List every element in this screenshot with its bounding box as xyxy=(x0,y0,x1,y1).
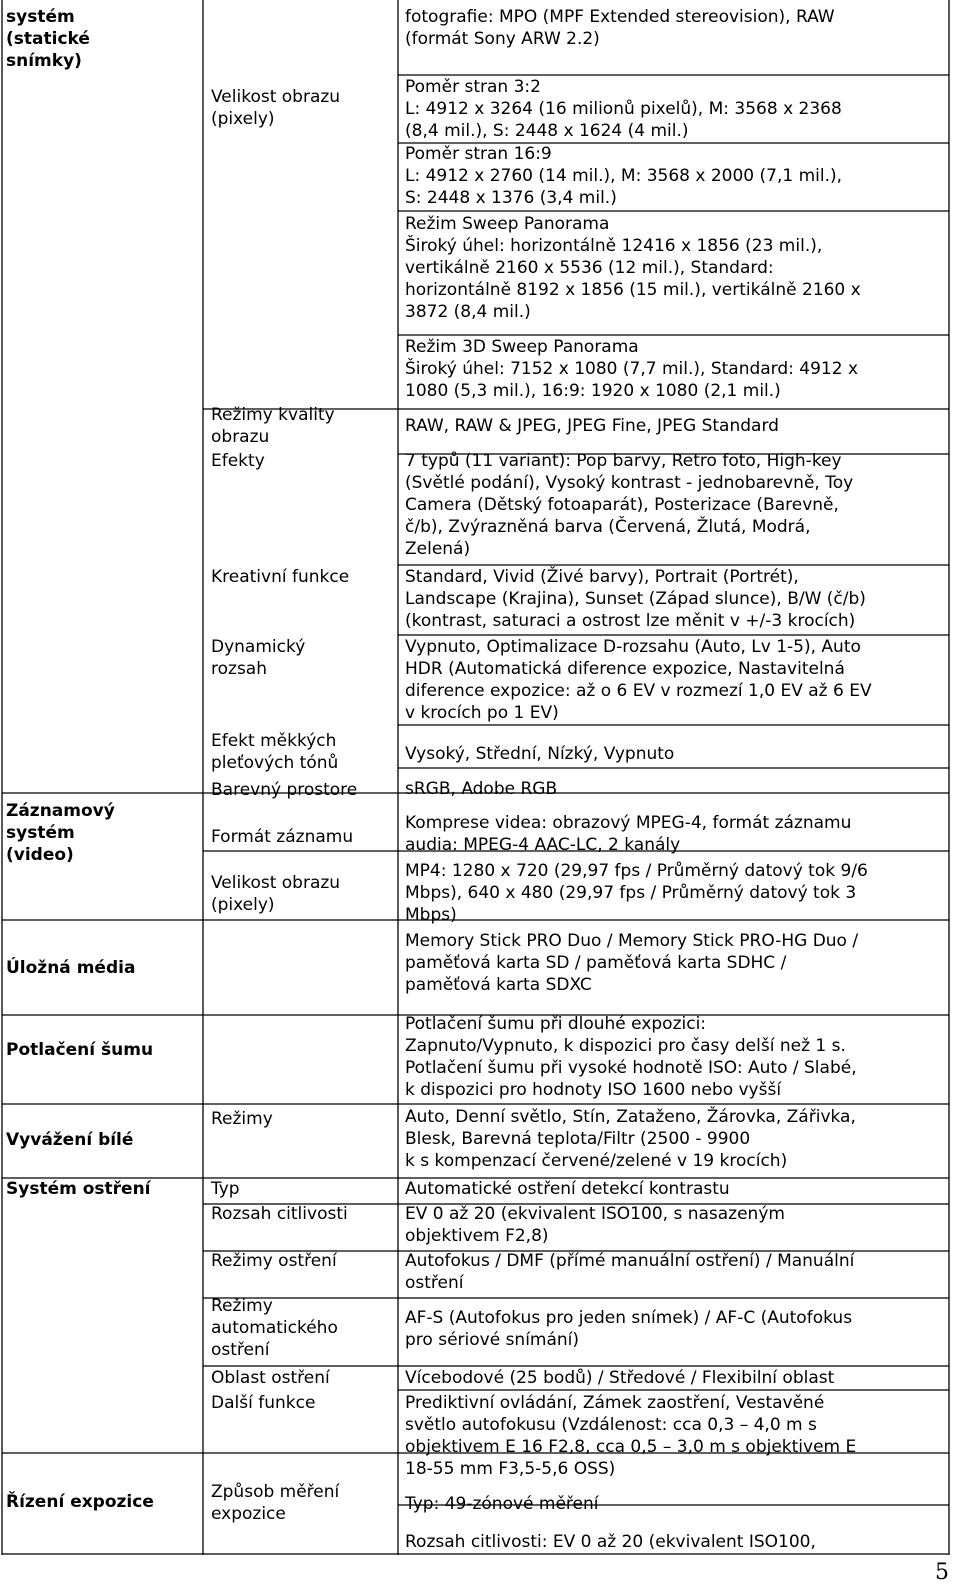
category-video-system: Záznamový systém (video) xyxy=(6,801,115,865)
category-white-balance: Vyvážení bílé xyxy=(6,1130,134,1150)
label-soft-skin: Efekt měkkých pleťových tónů xyxy=(211,731,339,773)
label-other-functions: Další funkce xyxy=(211,1393,316,1413)
value-sweep-panorama: Režim Sweep Panorama Široký úhel: horizontálně 12416 x 1856 (23 mil.), vertikálně 2160 x 5536 (12 mil.), Standard: horizontálně 8192 x 1856 (15 mil.), vertikálně 2160 x 3872 (8,4 mil.) xyxy=(405,214,861,322)
value-soft-skin: Vysoký, Střední, Nízký, Vypnuto xyxy=(405,744,675,764)
category-still-system: systém (statické snímky) xyxy=(6,7,90,71)
value-effects: 7 typů (11 variant): Pop barvy, Retro foto, High-key (Světlé podání), Vysoký kontrast - jednobarevně, Toy Camera (Dětský fotoaparát), Posterizace (Barevně, č/b), Zvýrazněná barva (Červená, Žlutá, Modrá, Zelená) xyxy=(405,451,854,559)
label-metering: Způsob měření expozice xyxy=(211,1482,340,1524)
label-focus-area: Oblast ostření xyxy=(211,1368,330,1388)
label-quality-modes: Režimy kvality obrazu xyxy=(211,405,335,447)
label-creative: Kreativní funkce xyxy=(211,567,350,587)
value-color-space: sRGB, Adobe RGB xyxy=(405,779,558,799)
label-focus-modes: Režimy ostření xyxy=(211,1251,337,1271)
value-other-functions: Prediktivní ovládání, Zámek zaostření, Vestavěné světlo autofokusu (Vzdálenost: cca 0,3 – 4,0 m s objektivem E 16 F2,8, cca 0,5 – 3,0 m s objektivem E 18-55 mm F3,5-5,6 OSS) xyxy=(405,1393,857,1479)
value-video-size: MP4: 1280 x 720 (29,97 fps / Průměrný datový tok 9/6 Mbps), 640 x 480 (29,97 fps / Průměrný datový tok 3 Mbps) xyxy=(405,861,868,925)
value-noise-reduction: Potlačení šumu při dlouhé expozici: Zapnuto/Vypnuto, k dispozici pro časy delší než 1 s. Potlačení šumu při vysoké hodnotě ISO: Auto / Slabé, k dispozici pro hodnoty ISO 1600 nebo vyšší xyxy=(405,1014,857,1100)
page-number: 5 xyxy=(935,1560,949,1585)
label-sensitivity: Rozsah citlivosti xyxy=(211,1204,348,1224)
value-af-type: Automatické ostření detekcí kontrastu xyxy=(405,1179,730,1199)
value-record-format: Komprese videa: obrazový MPEG-4, formát záznamu audia: MPEG-4 AAC-LC, 2 kanály xyxy=(405,813,852,855)
value-auto-focus-modes: AF-S (Autofokus pro jeden snímek) / AF-C (Autofokus pro sériové snímání) xyxy=(405,1308,853,1350)
label-wb-modes: Režimy xyxy=(211,1109,273,1129)
value-size-16-9: Poměr stran 16:9 L: 4912 x 2760 (14 mil.), M: 3568 x 2000 (7,1 mil.), S: 2448 x 1376 (3,4 mil.) xyxy=(405,144,843,208)
value-metering-range: Rozsah citlivosti: EV 0 až 20 (ekvivalent ISO100, xyxy=(405,1532,816,1552)
value-sensitivity: EV 0 až 20 (ekvivalent ISO100, s nasazeným objektivem F2,8) xyxy=(405,1204,785,1246)
label-record-format: Formát záznamu xyxy=(211,827,354,847)
value-white-balance: Auto, Denní světlo, Stín, Zataženo, Žárovka, Zářivka, Blesk, Barevná teplota/Filtr (2500 - 9900 k s kompenzací červené/zelené v 19 krocích) xyxy=(405,1107,856,1171)
label-effects: Efekty xyxy=(211,451,265,471)
value-focus-area: Vícebodové (25 bodů) / Středové / Flexibilní oblast xyxy=(405,1368,835,1388)
value-metering: Typ: 49-zónové měření xyxy=(405,1494,599,1514)
value-dynamic-range: Vypnuto, Optimalizace D-rozsahu (Auto, Lv 1-5), Auto HDR (Automatická diference expozice, Nastavitelná diference expozice: až o 6 EV v rozmezí 1,0 EV až 6 EV v krocích po 1 EV) xyxy=(405,637,872,723)
label-color-space: Barevný prostore xyxy=(211,780,358,800)
value-3d-sweep-panorama: Režim 3D Sweep Panorama Široký úhel: 7152 x 1080 (7,7 mil.), Standard: 4912 x 1080 (5,3 mil.), 16:9: 1920 x 1080 (2,1 mil.) xyxy=(405,337,859,401)
label-dynamic-range: Dynamický rozsah xyxy=(211,637,306,679)
label-video-size: Velikost obrazu (pixely) xyxy=(211,873,341,915)
value-quality-modes: RAW, RAW & JPEG, JPEG Fine, JPEG Standard xyxy=(405,416,779,436)
value-size-3-2: Poměr stran 3:2 L: 4912 x 3264 (16 milionů pixelů), M: 3568 x 2368 (8,4 mil.), S: 2448 x 1624 (4 mil.) xyxy=(405,77,842,141)
value-creative: Standard, Vivid (Živé barvy), Portrait (Portrét), Landscape (Krajina), Sunset (Západ slunce), B/W (č/b) (kontrast, saturaci a ostrost lze měnit v +/-3 krocích) xyxy=(405,567,866,631)
category-storage: Úložná média xyxy=(6,958,136,978)
value-storage: Memory Stick PRO Duo / Memory Stick PRO-HG Duo / paměťová karta SD / paměťová karta SDHC / paměťová karta SDXC xyxy=(405,931,859,995)
value-file-format: fotografie: MPO (MPF Extended stereovision), RAW (formát Sony ARW 2.2) xyxy=(405,7,835,49)
label-af-type: Typ xyxy=(211,1179,240,1199)
label-image-size: Velikost obrazu (pixely) xyxy=(211,87,341,129)
category-noise-reduction: Potlačení šumu xyxy=(6,1040,154,1060)
category-focus-system: Systém ostření xyxy=(6,1179,151,1199)
category-exposure-control: Řízení expozice xyxy=(6,1492,154,1512)
label-auto-focus-modes: Režimy automatického ostření xyxy=(211,1296,338,1360)
value-focus-modes: Autofokus / DMF (přímé manuální ostření) / Manuální ostření xyxy=(405,1251,855,1293)
